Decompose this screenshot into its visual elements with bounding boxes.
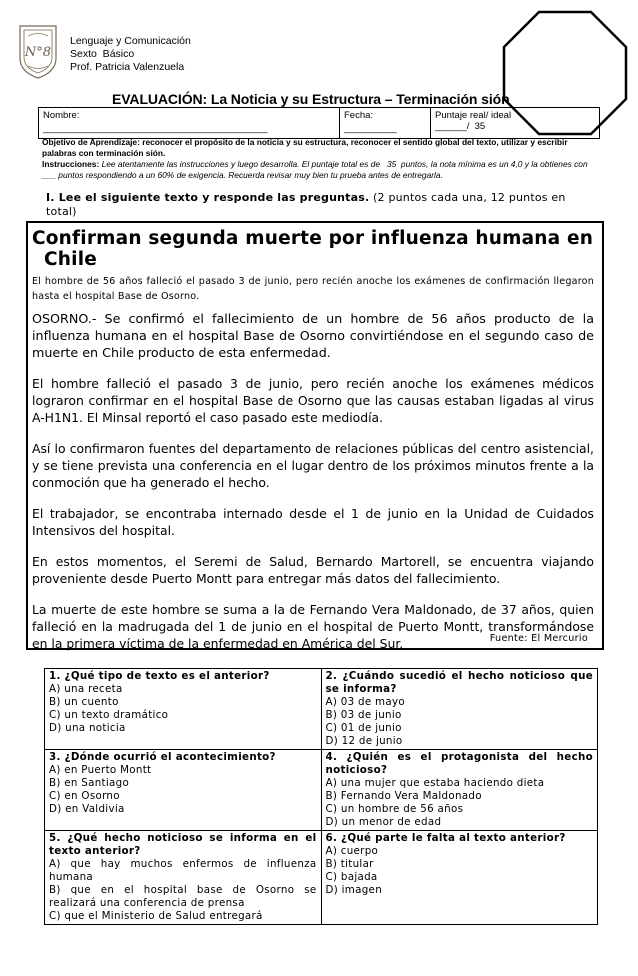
answer-option[interactable]: B) que en el hospital base de Osorno se realizará una conferencia de prensa [49,884,317,909]
headline-line-2: Chile [44,249,97,270]
question-text: 3. ¿Dónde ocurrió el acontecimiento? [49,751,276,763]
answer-option[interactable]: D) imagen [325,884,383,896]
name-line: _____________________________________________ [43,123,268,134]
question-cell [45,750,322,831]
question-text: 4. ¿Quién es el protagonista del hecho noticioso? [325,751,593,776]
section-1-note: (2 puntos cada una, 12 puntos en total) [46,191,566,218]
news-article [26,221,604,650]
questions-table [44,668,598,925]
objective-label: Objetivo de Aprendizaje: [42,137,140,147]
question-cell [45,669,322,750]
answer-option[interactable]: C) que el Ministerio de Salud entregará [49,910,263,922]
answer-option[interactable]: A) 03 de mayo [325,696,405,708]
objective-text: reconocer el propósito de la noticia y su estructura, reconocer el sentido global del texto, utilizar y escribir palabras con terminación sión. [42,137,568,158]
article-lead: El hombre de 56 años falleció el pasado 3 de junio, pero recién anoche los exámenes de confirmación llegaron hasta el hospital Base de Osorno. [32,276,594,302]
answer-option[interactable]: B) un cuento [49,696,119,708]
answer-option[interactable]: C) bajada [325,871,378,883]
answer-option[interactable]: B) Fernando Vera Maldonado [325,790,482,802]
article-paragraph: El hombre falleció el pasado 3 de junio, pero recién anoche los exámenes médicos lograron confirmar en el hospital Base de Osorno que las causas estaban ligadas al virus A-H1N1. El Minsal reportó el caso pasado este mediodía. [32,376,594,425]
question-cell [321,831,598,925]
objective-line [42,137,594,159]
article-source: Fuente: El Mercurio [489,633,588,644]
answer-option[interactable]: D) una noticia [49,722,126,734]
score-label: Puntaje real/ ideal [435,110,512,121]
name-label: Nombre: [43,110,80,121]
answer-option[interactable]: C) 01 de junio [325,722,402,734]
article-headline [32,228,594,270]
answer-option[interactable]: A) en Puerto Montt [49,764,152,776]
date-line: __________ [344,123,397,134]
answer-option[interactable]: D) 12 de junio [325,735,403,747]
article-paragraph: Así lo confirmaron fuentes del departamento de relaciones públicas del centro asistencial, y se tiene prevista una conferencia en el lugar dentro de los próximos minutos frente a la conmoción que ha generado el hecho. [32,441,594,490]
grade-label: Sexto Básico [70,48,135,60]
score-value: ______/ 35 [435,121,486,132]
answer-option[interactable]: D) un menor de edad [325,816,442,828]
answer-option[interactable]: A) que hay muchos enfermos de influenza humana [49,858,317,883]
questions-row [45,831,598,925]
answer-option[interactable]: C) en Osorno [49,790,120,802]
score-field [431,108,600,139]
answer-option[interactable]: C) un hombre de 56 años [325,803,464,815]
name-field[interactable] [39,108,340,139]
svg-text:N°8: N°8 [24,45,52,60]
instructions-label: Instrucciones: [42,159,100,169]
answer-option[interactable]: A) cuerpo [325,845,379,857]
date-label: Fecha: [344,110,374,121]
answer-option[interactable]: B) en Santiago [49,777,130,789]
date-field[interactable] [340,108,431,139]
question-cell [321,750,598,831]
instructions-text: Lee atentamente las instrucciones y luego desarrolla. El puntaje total es de 35 puntos, la nota mínima es un 4,0 y la obtienes con ___ puntos respondiendo a un 60% de exigencia. Recuerda revisar muy bien tu prueba antes de entregarla. [42,159,590,180]
school-logo [16,22,60,80]
student-info-table [38,107,600,139]
question-cell [321,669,598,750]
questions-row [45,750,598,831]
section-1-heading [46,191,596,219]
headline-line-1: Confirman segunda muerte por influenza humana en [32,228,594,249]
question-cell [45,831,322,925]
objective-block [38,137,598,181]
article-paragraph: En estos momentos, el Seremi de Salud, Bernardo Martorell, se encuentra viajando proveniente desde Puerto Montt para entregar más datos del fallecimiento. [32,554,594,586]
answer-option[interactable]: C) un texto dramático [49,709,169,721]
teacher-label: Prof. Patricia Valenzuela [70,61,185,73]
question-text: 6. ¿Qué parte le falta al texto anterior? [325,832,566,844]
answer-option[interactable]: B) titular [325,858,374,870]
answer-option[interactable]: B) 03 de junio [325,709,402,721]
subject-label: Lenguaje y Comunicación [70,35,191,47]
answer-option[interactable]: A) una mujer que estaba haciendo dieta [325,777,545,789]
question-text: 1. ¿Qué tipo de texto es el anterior? [49,670,270,682]
questions-row [45,669,598,750]
page-title: EVALUACIÓN: La Noticia y su Estructura – Terminación sión [112,91,510,107]
answer-option[interactable]: D) en Valdivia [49,803,125,815]
section-1-title: I. Lee el siguiente texto y responde las preguntas. [46,191,370,204]
answer-option[interactable]: A) una receta [49,683,123,695]
article-paragraph: El trabajador, se encontraba internado desde el 1 de junio en la Unidad de Cuidados Intensivos del hospital. [32,506,594,538]
article-paragraph: La muerte de este hombre se suma a la de Fernando Vera Maldonado, de 37 años, quien falleció en la madrugada del 1 de junio en el hospital de Puerto Montt, transformándose en la primera víctima de la enfermedad en América del Sur. [32,602,594,651]
school-header [70,35,191,74]
question-text: 2. ¿Cuándo sucedió el hecho noticioso que se informa? [325,670,593,695]
instructions-line [42,159,594,181]
article-paragraph: OSORNO.- Se confirmó el fallecimiento de un hombre de 56 años producto de la influenza humana en el hospital Base de Osorno convirtiéndose en el segundo caso de muerte en Chile producto de esta enfermedad. [32,311,594,360]
question-text: 5. ¿Qué hecho noticioso se informa en el texto anterior? [49,832,317,857]
